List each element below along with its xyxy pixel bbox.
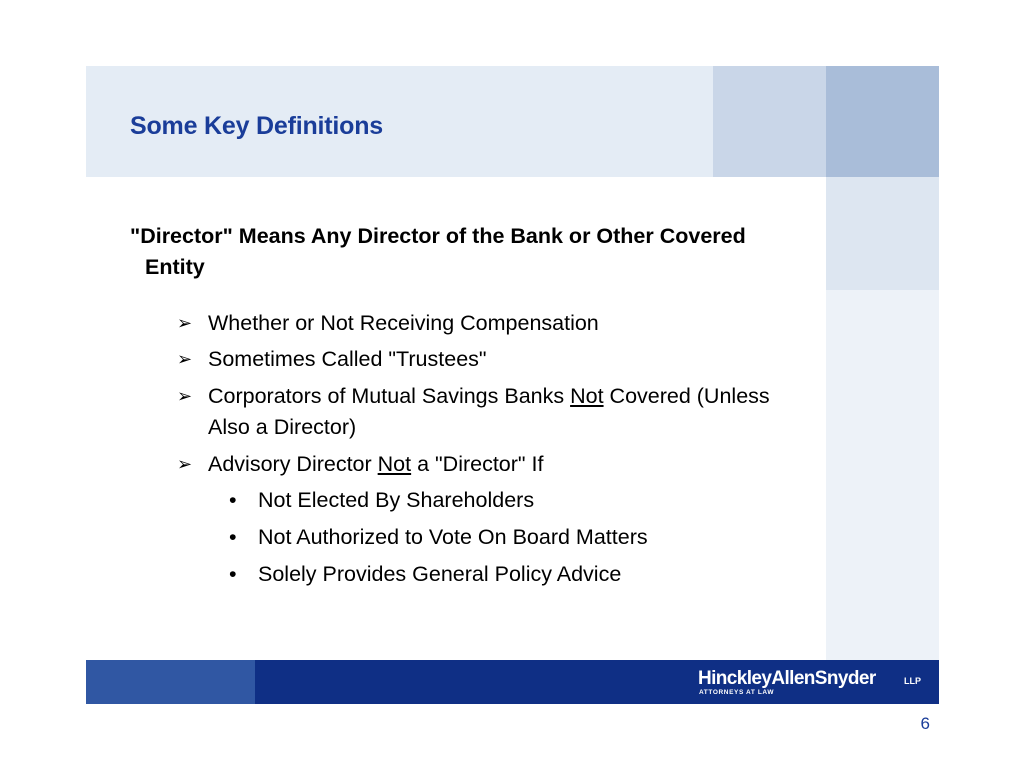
bullet-text-part: a "Director" If: [411, 452, 544, 476]
arrow-bullet-icon: ➢: [177, 313, 193, 333]
sub-bullet-item: [229, 485, 789, 516]
sub-bullet-text: Not Elected By Shareholders: [258, 488, 535, 512]
dot-bullet-icon: •: [229, 488, 237, 512]
bullet-item: [177, 308, 797, 339]
sub-bullet-item: [229, 559, 789, 590]
logo-tagline: ATTORNEYS AT LAW: [699, 689, 775, 696]
bullet-text: [177, 449, 797, 480]
footer-accent-block: [86, 660, 255, 704]
firm-logo: [698, 668, 924, 698]
header-accent-block-dark: [826, 66, 939, 177]
logo-suffix: LLP: [904, 676, 921, 686]
definition-heading: "Director" Means Any Director of the Bank or Other Covered Entity: [130, 224, 746, 279]
emphasis-not: Not: [570, 384, 604, 408]
emphasis-not: Not: [377, 452, 412, 476]
dot-bullet-icon: •: [229, 525, 237, 549]
bullet-item: [177, 381, 797, 443]
slide-title: Some Key Definitions: [130, 112, 383, 140]
arrow-bullet-icon: ➢: [177, 386, 193, 406]
bullet-text-part: Covered (Unless Also a Director): [208, 384, 770, 439]
sub-bullet-item: [229, 522, 789, 553]
arrow-bullet-icon: ➢: [177, 349, 193, 369]
arrow-bullet-icon: ➢: [177, 454, 193, 474]
sub-bullet-text: Not Authorized to Vote On Board Matters: [258, 525, 648, 549]
bullet-item: [177, 449, 797, 480]
sub-bullet-text: Solely Provides General Policy Advice: [258, 562, 622, 586]
bullet-text: Whether or Not Receiving Compensation: [208, 311, 599, 335]
side-accent-column: [826, 290, 939, 660]
bullet-item: [177, 344, 797, 375]
bullet-text-part: Advisory Director: [208, 452, 378, 476]
bullet-text-part: Corporators of Mutual Savings Banks: [208, 384, 571, 408]
bullet-text: [177, 381, 797, 443]
bullet-text: Sometimes Called "Trustees": [208, 347, 487, 371]
header-accent-block: [713, 66, 826, 177]
page-number: 6: [920, 714, 930, 733]
logo-name: HinckleyAllenSnyder: [698, 668, 876, 689]
dot-bullet-icon: •: [229, 562, 237, 586]
side-accent-block: [826, 177, 939, 290]
